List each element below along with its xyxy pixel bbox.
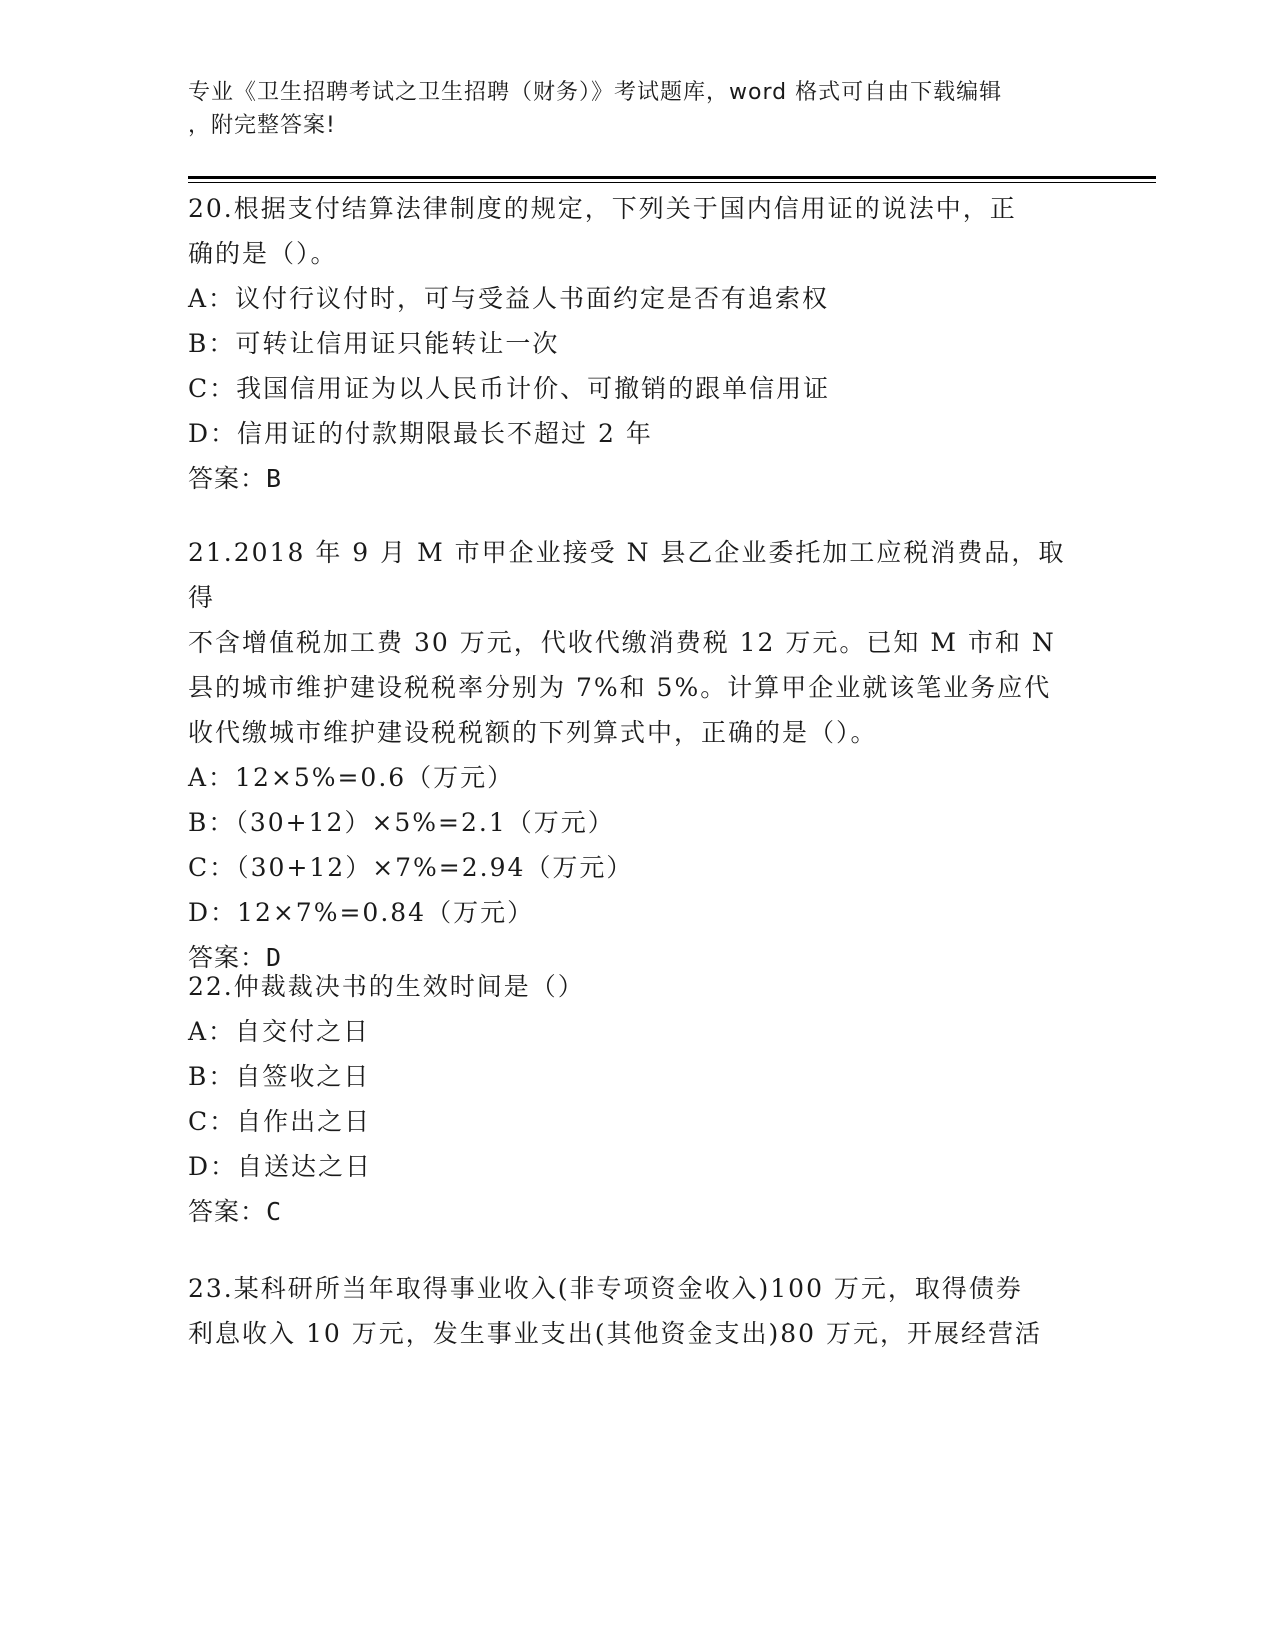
question-stem-line: 20.根据支付结算法律制度的规定，下列关于国内信用证的说法中，正: [188, 194, 1017, 223]
option-d: D：12×7%=0.84（万元）: [188, 898, 535, 927]
option-c: C：自作出之日: [188, 1107, 372, 1136]
header-divider-thin: [188, 182, 1156, 183]
option-a: A：12×5%=0.6（万元）: [188, 763, 515, 792]
header-line-2: ，附完整答案!: [188, 113, 336, 138]
question-stem-line: 不含增值税加工费 30 万元，代收代缴消费税 12 万元。已知 M 市和 N: [188, 628, 1056, 657]
option-c: C：我国信用证为以人民币计价、可撤销的跟单信用证: [188, 374, 831, 403]
document-header: [188, 76, 1068, 142]
header-divider-thick: [188, 176, 1156, 179]
question-stem-line: 利息收入 10 万元，发生事业支出(其他资金支出)80 万元，开展经营活: [188, 1319, 1042, 1348]
question-stem-line: 21.2018 年 9 月 M 市甲企业接受 N 县乙企业委托加工应税消费品，取得: [188, 538, 1066, 612]
question-21: [188, 530, 1088, 980]
option-a: A：议付行议付时，可与受益人书面约定是否有追索权: [188, 284, 830, 313]
answer-value: D: [266, 943, 283, 972]
option-b: B：可转让信用证只能转让一次: [188, 329, 560, 358]
answer-value: C: [266, 1197, 283, 1226]
answer-line: [188, 456, 1088, 501]
answer-value: B: [266, 464, 283, 493]
question-stem-line: 县的城市维护建设税税率分别为 7%和 5%。计算甲企业就该笔业务应代: [188, 673, 1052, 702]
answer-label: 答案：: [188, 1197, 267, 1226]
answer-line: [188, 1189, 1088, 1234]
question-stem-line: 确的是（）。: [188, 239, 338, 268]
header-line-1: 专业《卫生招聘考试之卫生招聘（财务）》考试题库，word 格式可自由下载编辑: [188, 80, 1003, 105]
answer-label: 答案：: [188, 943, 267, 972]
option-d: D：信用证的付款期限最长不超过 2 年: [188, 419, 653, 448]
question-23: [188, 1266, 1088, 1356]
option-d: D：自送达之日: [188, 1152, 373, 1181]
question-stem-line: 收代缴城市维护建设税税额的下列算式中，正确的是（）。: [188, 718, 878, 747]
question-stem-line: 22.仲裁裁决书的生效时间是（）: [188, 972, 585, 1001]
question-20: [188, 186, 1088, 501]
option-c: C：（30+12）×7%=2.94（万元）: [188, 853, 634, 882]
option-a: A：自交付之日: [188, 1017, 371, 1046]
option-b: B：（30+12）×5%=2.1（万元）: [188, 808, 615, 837]
question-stem-line: 23.某科研所当年取得事业收入(非专项资金收入)100 万元，取得债券: [188, 1274, 1023, 1303]
question-22: [188, 964, 1088, 1234]
answer-label: 答案：: [188, 464, 267, 493]
option-b: B：自签收之日: [188, 1062, 371, 1091]
